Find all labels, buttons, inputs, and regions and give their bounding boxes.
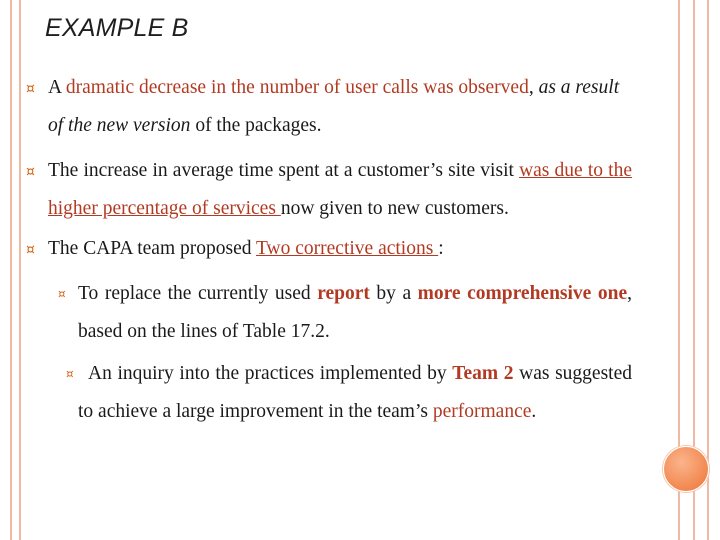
sub-bullet-icon: ¤ xyxy=(66,367,74,381)
sub-bullet-2-performance: performance xyxy=(432,401,532,422)
sub-bullet-icon: ¤ xyxy=(58,287,66,301)
bullet-1-highlight: dramatic decrease in the number of user calls was observed xyxy=(65,77,529,98)
sub-bullet-2-text: An inquiry into the practices implemented by xyxy=(88,363,453,384)
sub-bullet-item-1 xyxy=(78,275,632,351)
slide-title: EXAMPLE B xyxy=(45,14,189,42)
bullet-icon: ¤ xyxy=(26,242,35,258)
bullet-item-3 xyxy=(48,230,632,268)
sub-bullet-2-period: . xyxy=(531,401,537,422)
bullet-2-text: The increase in average time spent at a customer’s site visit xyxy=(48,160,520,181)
bullet-1-tail: of the packages. xyxy=(190,115,322,136)
bullet-2-tail: now given to new customers. xyxy=(280,198,509,219)
bullet-1-italic: as a result of the new version xyxy=(48,77,620,136)
left-border-line-outer xyxy=(10,0,12,540)
right-border-line-3 xyxy=(707,0,709,540)
sub-bullet-2-middle: was suggested to achieve a large improvement in the team’s xyxy=(78,363,632,422)
bullet-2-underlined: was due to the higher percentage of services xyxy=(48,160,632,219)
sub-bullet-1-text: To replace the currently used xyxy=(78,283,318,304)
sub-bullet-2-team: Team 2 xyxy=(452,363,514,384)
bullet-item-2 xyxy=(48,152,632,228)
bullet-icon: ¤ xyxy=(26,164,35,180)
sub-bullet-1-by: by a xyxy=(369,283,418,304)
sub-bullet-1-highlight: more comprehensive one xyxy=(417,283,628,304)
bullet-3-underlined: Two corrective actions xyxy=(256,238,439,259)
bullet-3-text: The CAPA team proposed xyxy=(48,238,256,259)
bullet-1-text: A xyxy=(48,77,66,98)
bullet-3-colon: : xyxy=(438,238,444,259)
sub-bullet-1-report: report xyxy=(317,283,370,304)
sub-bullet-item-2 xyxy=(78,355,632,431)
sub-bullet-1-tail: , based on the lines of Table 17.2. xyxy=(78,283,632,342)
left-border-line-inner xyxy=(19,0,21,540)
decorative-circle xyxy=(663,446,709,492)
bullet-1-comma: , xyxy=(528,77,539,98)
bullet-icon: ¤ xyxy=(26,81,35,97)
bullet-item-1 xyxy=(48,69,638,145)
